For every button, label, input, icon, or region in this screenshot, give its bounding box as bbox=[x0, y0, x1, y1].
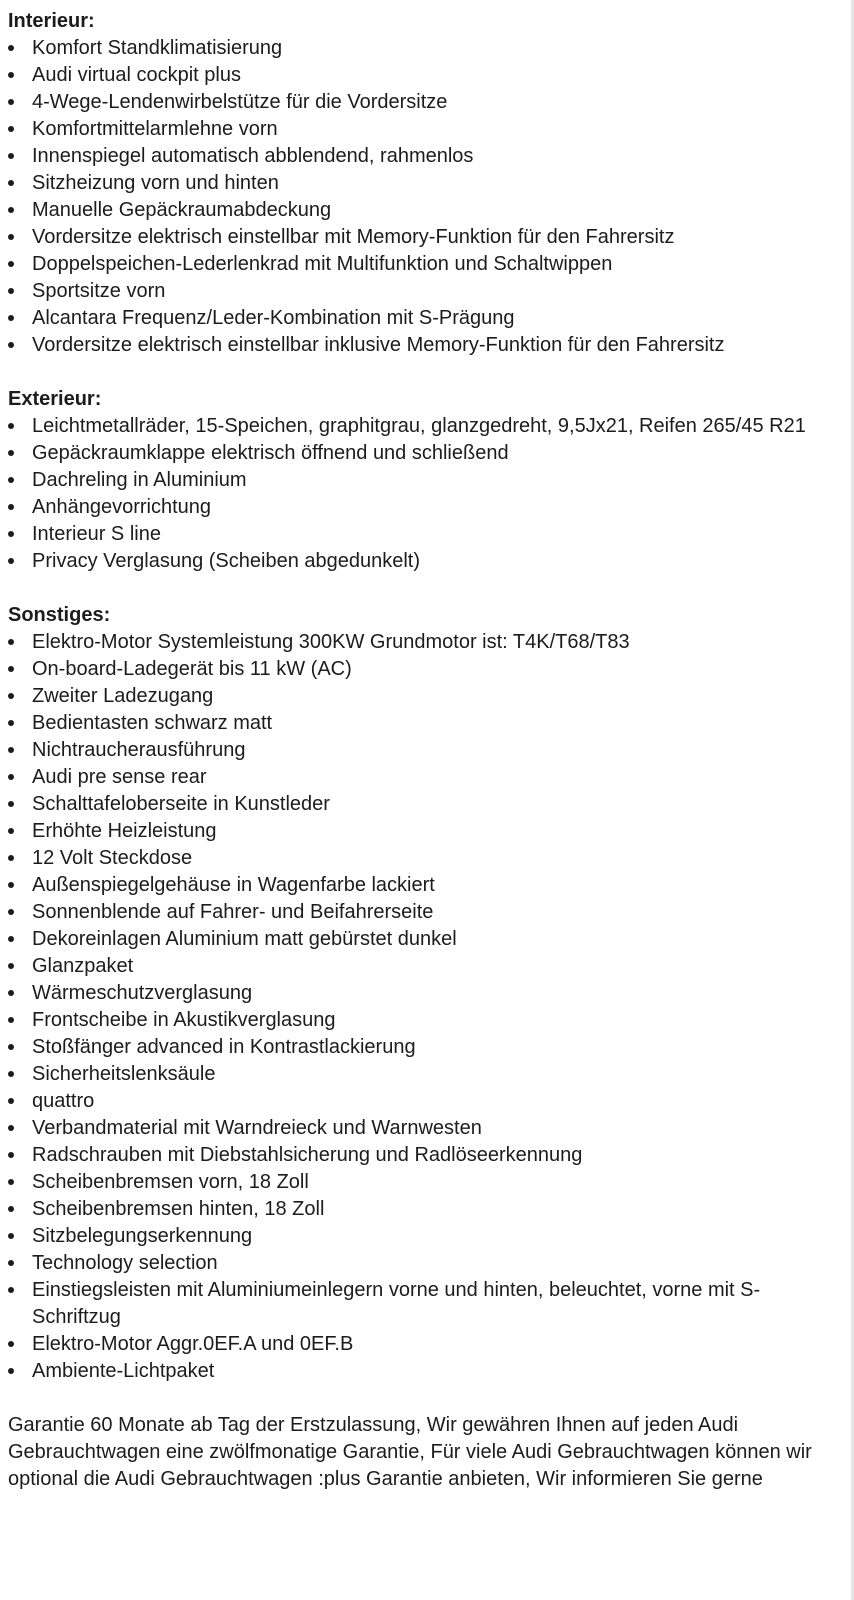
bullet-icon bbox=[8, 126, 14, 132]
list-item bbox=[8, 197, 834, 224]
list-item-text: 4-Wege-Lendenwirbelstütze für die Vordersitze bbox=[32, 91, 448, 113]
bullet-icon bbox=[8, 693, 14, 699]
list-item-text: Sitzbelegungserkennung bbox=[32, 1225, 253, 1247]
list-item-text: Nichtraucherausführung bbox=[32, 739, 246, 761]
bullet-icon bbox=[8, 45, 14, 51]
bullet-icon bbox=[8, 1179, 14, 1185]
list-item bbox=[8, 1061, 834, 1088]
list-item-text: Innenspiegel automatisch abblendend, rahmenlos bbox=[32, 145, 474, 167]
list-item bbox=[8, 116, 834, 143]
section-exterieur bbox=[8, 386, 834, 575]
list-item bbox=[8, 980, 834, 1007]
list-item-text: quattro bbox=[32, 1090, 95, 1112]
list-item bbox=[8, 710, 834, 737]
list-item-text: Dachreling in Aluminium bbox=[32, 469, 247, 491]
bullet-icon bbox=[8, 855, 14, 861]
list-item-text: Vordersitze elektrisch einstellbar inklusive Memory-Funktion für den Fahrersitz bbox=[32, 334, 725, 356]
bullet-icon bbox=[8, 1044, 14, 1050]
bullet-icon bbox=[8, 1368, 14, 1374]
list-item-text: Privacy Verglasung (Scheiben abgedunkelt) bbox=[32, 550, 421, 572]
list-item bbox=[8, 926, 834, 953]
bullet-icon bbox=[8, 720, 14, 726]
bullet-icon bbox=[8, 234, 14, 240]
bullet-icon bbox=[8, 990, 14, 996]
list-item bbox=[8, 440, 834, 467]
bullet-icon bbox=[8, 882, 14, 888]
bullet-icon bbox=[8, 1341, 14, 1347]
list-item-text: Sportsitze vorn bbox=[32, 280, 166, 302]
bullet-icon bbox=[8, 72, 14, 78]
list-item bbox=[8, 818, 834, 845]
bullet-icon bbox=[8, 261, 14, 267]
list-item-text: Verbandmaterial mit Warndreieck und Warnwesten bbox=[32, 1117, 482, 1139]
bullet-icon bbox=[8, 1152, 14, 1158]
list-item bbox=[8, 1034, 834, 1061]
list-item-text: Vordersitze elektrisch einstellbar mit Memory-Funktion für den Fahrersitz bbox=[32, 226, 675, 248]
list-item bbox=[8, 467, 834, 494]
list-item-text: Sonnenblende auf Fahrer- und Beifahrerseite bbox=[32, 901, 434, 923]
list-item-text: Elektro-Motor Systemleistung 300KW Grundmotor ist: T4K/T68/T83 bbox=[32, 631, 630, 653]
feature-sections bbox=[8, 8, 834, 1385]
list-item-text: Frontscheibe in Akustikverglasung bbox=[32, 1009, 336, 1031]
list-item-text: Dekoreinlagen Aluminium matt gebürstet dunkel bbox=[32, 928, 457, 950]
bullet-icon bbox=[8, 666, 14, 672]
bullet-icon bbox=[8, 1098, 14, 1104]
bullet-icon bbox=[8, 963, 14, 969]
list-item bbox=[8, 683, 834, 710]
list-item-text: Audi virtual cockpit plus bbox=[32, 64, 241, 86]
bullet-icon bbox=[8, 99, 14, 105]
list-item bbox=[8, 656, 834, 683]
list-item-text: Scheibenbremsen hinten, 18 Zoll bbox=[32, 1198, 325, 1220]
list-item bbox=[8, 1196, 834, 1223]
list-item bbox=[8, 1142, 834, 1169]
bullet-icon bbox=[8, 531, 14, 537]
list-item-text: Doppelspeichen-Lederlenkrad mit Multifunktion und Schaltwippen bbox=[32, 253, 613, 275]
list-item bbox=[8, 1007, 834, 1034]
list-item bbox=[8, 224, 834, 251]
list-item bbox=[8, 899, 834, 926]
list-item-text: Manuelle Gepäckraumabdeckung bbox=[32, 199, 332, 221]
bullet-icon bbox=[8, 423, 14, 429]
bullet-icon bbox=[8, 342, 14, 348]
list-item-text: Außenspiegelgehäuse in Wagenfarbe lackiert bbox=[32, 874, 435, 896]
list-item-text: Scheibenbremsen vorn, 18 Zoll bbox=[32, 1171, 309, 1193]
list-item bbox=[8, 548, 834, 575]
bullet-icon bbox=[8, 909, 14, 915]
bullet-icon bbox=[8, 180, 14, 186]
bullet-icon bbox=[8, 639, 14, 645]
bullet-icon bbox=[8, 1071, 14, 1077]
bullet-icon bbox=[8, 1287, 14, 1293]
list-item-text: Gepäckraumklappe elektrisch öffnend und schließend bbox=[32, 442, 509, 464]
list-item bbox=[8, 1088, 834, 1115]
list-item bbox=[8, 737, 834, 764]
bullet-icon bbox=[8, 153, 14, 159]
list-item-text: Zweiter Ladezugang bbox=[32, 685, 214, 707]
bullet-icon bbox=[8, 558, 14, 564]
list-item-text: Audi pre sense rear bbox=[32, 766, 207, 788]
list-item bbox=[8, 764, 834, 791]
section-heading: Exterieur: bbox=[8, 388, 102, 410]
bullet-icon bbox=[8, 1017, 14, 1023]
list-item bbox=[8, 1169, 834, 1196]
section-heading: Interieur: bbox=[8, 10, 95, 32]
list-item bbox=[8, 413, 834, 440]
list-item bbox=[8, 62, 834, 89]
bullet-icon bbox=[8, 774, 14, 780]
list-item-text: Komfort Standklimatisierung bbox=[32, 37, 283, 59]
list-item bbox=[8, 1115, 834, 1142]
list-item bbox=[8, 35, 834, 62]
bullet-icon bbox=[8, 1206, 14, 1212]
list-item bbox=[8, 170, 834, 197]
list-item-text: Elektro-Motor Aggr.0EF.A und 0EF.B bbox=[32, 1333, 354, 1355]
feature-list bbox=[8, 629, 834, 1385]
section-sonstiges bbox=[8, 602, 834, 1385]
list-item-text: Schalttafeloberseite in Kunstleder bbox=[32, 793, 330, 815]
list-item-text: Komfortmittelarmlehne vorn bbox=[32, 118, 278, 140]
list-item bbox=[8, 521, 834, 548]
list-item-text: Stoßfänger advanced in Kontrastlackierung bbox=[32, 1036, 416, 1058]
list-item bbox=[8, 494, 834, 521]
list-item bbox=[8, 1223, 834, 1250]
list-item-text: Ambiente-Lichtpaket bbox=[32, 1360, 215, 1382]
bullet-icon bbox=[8, 477, 14, 483]
bullet-icon bbox=[8, 288, 14, 294]
bullet-icon bbox=[8, 801, 14, 807]
list-item bbox=[8, 305, 834, 332]
list-item bbox=[8, 89, 834, 116]
list-item-text: Interieur S line bbox=[32, 523, 161, 545]
bullet-icon bbox=[8, 828, 14, 834]
list-item bbox=[8, 872, 834, 899]
bullet-icon bbox=[8, 504, 14, 510]
bullet-icon bbox=[8, 936, 14, 942]
bullet-icon bbox=[8, 1125, 14, 1131]
bullet-icon bbox=[8, 1260, 14, 1266]
list-item-text: Glanzpaket bbox=[32, 955, 134, 977]
list-item bbox=[8, 143, 834, 170]
list-item-text: Wärmeschutzverglasung bbox=[32, 982, 253, 1004]
bullet-icon bbox=[8, 450, 14, 456]
section-heading: Sonstiges: bbox=[8, 604, 111, 626]
list-item bbox=[8, 251, 834, 278]
list-item-text: Einstiegsleisten mit Aluminiumeinlegern vorne und hinten, beleuchtet, vorne mit S-Schriftzug bbox=[32, 1279, 761, 1328]
list-item-text: Radschrauben mit Diebstahlsicherung und Radlöseerkennung bbox=[32, 1144, 583, 1166]
bullet-icon bbox=[8, 747, 14, 753]
feature-list bbox=[8, 35, 834, 359]
bullet-icon bbox=[8, 207, 14, 213]
list-item-text: Anhängevorrichtung bbox=[32, 496, 212, 518]
bullet-icon bbox=[8, 1233, 14, 1239]
list-item-text: Leichtmetallräder, 15-Speichen, graphitgrau, glanzgedreht, 9,5Jx21, Reifen 265/45 R21 bbox=[32, 415, 806, 437]
list-item bbox=[8, 791, 834, 818]
list-item-text: Sitzheizung vorn und hinten bbox=[32, 172, 279, 194]
list-item bbox=[8, 845, 834, 872]
list-item-text: Bedientasten schwarz matt bbox=[32, 712, 273, 734]
feature-list bbox=[8, 413, 834, 575]
list-item bbox=[8, 1250, 834, 1277]
warranty-text: Garantie 60 Monate ab Tag der Erstzulassung, Wir gewähren Ihnen auf jeden Audi Gebrauchtwagen eine zwölfmonatige Garantie, Für viele Audi Gebrauchtwagen können wir optional die Audi Gebrauchtwagen :plus Garantie anbieten, Wir informieren Sie gerne bbox=[8, 1414, 812, 1490]
list-item bbox=[8, 1331, 834, 1358]
list-item-text: On-board-Ladegerät bis 11 kW (AC) bbox=[32, 658, 352, 680]
list-item-text: 12 Volt Steckdose bbox=[32, 847, 193, 869]
list-item bbox=[8, 278, 834, 305]
list-item bbox=[8, 1277, 834, 1331]
list-item-text: Sicherheitslenksäule bbox=[32, 1063, 216, 1085]
list-item bbox=[8, 1358, 834, 1385]
list-item-text: Erhöhte Heizleistung bbox=[32, 820, 217, 842]
list-item bbox=[8, 332, 834, 359]
list-item bbox=[8, 953, 834, 980]
list-item-text: Technology selection bbox=[32, 1252, 218, 1274]
list-item bbox=[8, 629, 834, 656]
bullet-icon bbox=[8, 315, 14, 321]
list-item-text: Alcantara Frequenz/Leder-Kombination mit S-Prägung bbox=[32, 307, 515, 329]
section-interieur bbox=[8, 8, 834, 359]
